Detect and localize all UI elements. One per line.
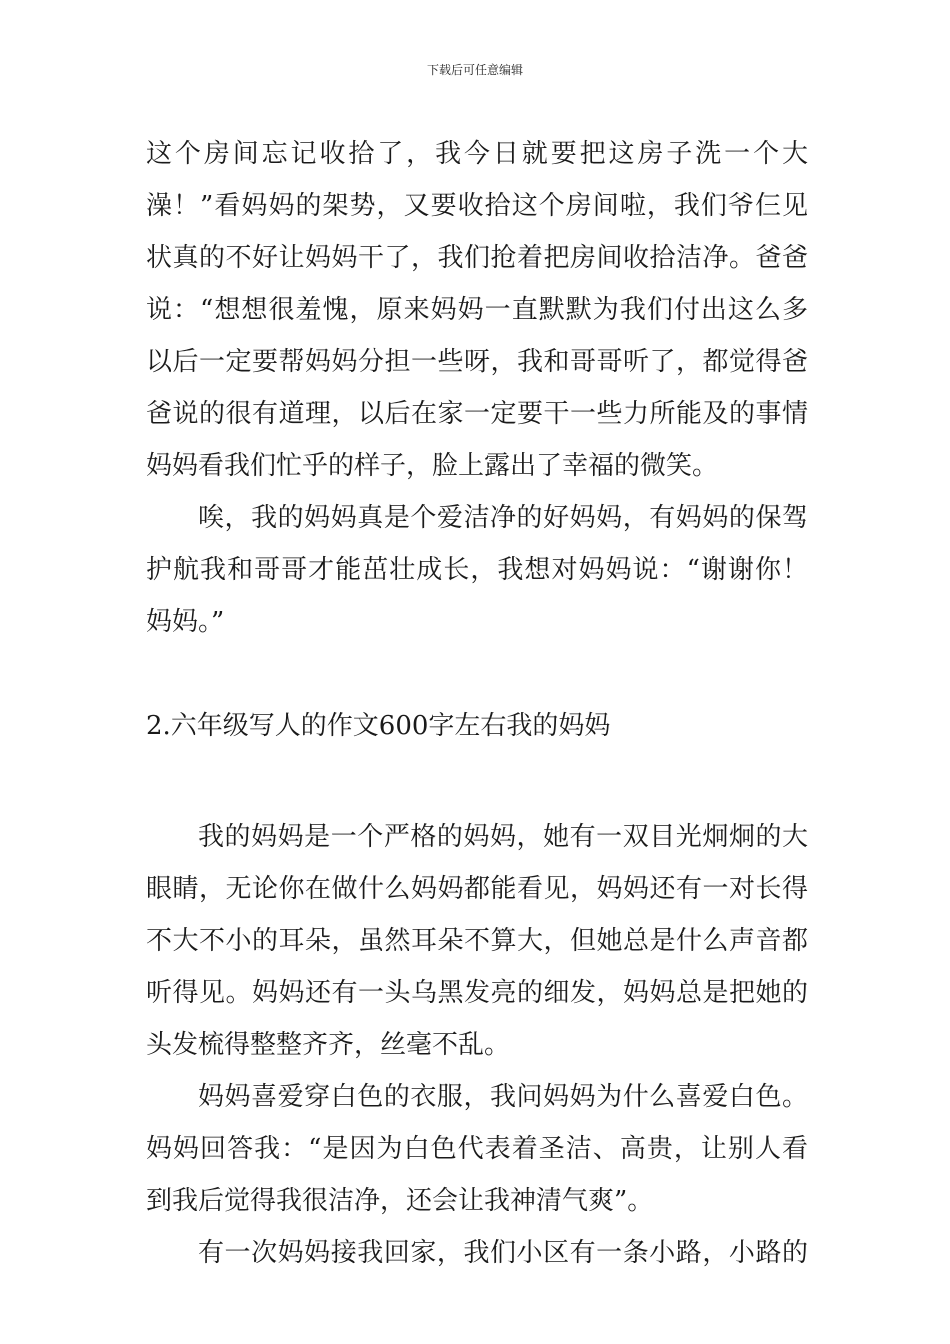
text-line: 听得见。妈妈还有一头乌黑发亮的细发，妈妈总是把她的: [146, 978, 808, 1008]
text-line: 到我后觉得我很洁净，还会让我神清气爽”。: [146, 1186, 654, 1216]
text-line: 这个房间忘记收拾了，我今日就要把这房子洗一个大: [146, 139, 808, 169]
text-line: 以后一定要帮妈妈分担一些呀，我和哥哥听了，都觉得爸: [146, 347, 808, 377]
paragraph-continued: [146, 128, 808, 492]
paragraph: [146, 1227, 808, 1279]
text-line: 说：“想想很羞愧，原来妈妈一直默默为我们付出这么多: [146, 295, 808, 325]
text-line: 有一次妈妈接我回家，我们小区有一条小路，小路的: [198, 1238, 808, 1268]
text-line: 妈妈。”: [146, 607, 225, 637]
section-heading: 2.六年级写人的作文600字左右我的妈妈: [146, 711, 611, 741]
text-line: 头发梳得整整齐齐，丝毫不乱。: [146, 1030, 511, 1060]
paragraph: [146, 492, 808, 648]
document-body: [146, 128, 808, 1279]
text-line: 状真的不好让妈妈干了，我们抢着把房间收拾洁净。爸爸: [146, 243, 808, 273]
page-header: 下载后可任意编辑: [426, 63, 523, 77]
text-line: 不大不小的耳朵，虽然耳朵不算大，但她总是什么声音都: [146, 926, 808, 956]
paragraph: [146, 811, 808, 1071]
spacer: [146, 648, 808, 700]
text-line: 唉，我的妈妈真是个爱洁净的好妈妈，有妈妈的保驾: [198, 503, 808, 533]
text-line: 妈妈回答我：“是因为白色代表着圣洁、高贵，让别人看: [146, 1134, 808, 1164]
text-line: 爸说的很有道理，以后在家一定要干一些力所能及的事情: [146, 399, 808, 429]
text-line: 眼睛，无论你在做什么妈妈都能看见，妈妈还有一对长得: [146, 874, 808, 904]
text-line: 妈妈喜爱穿白色的衣服，我问妈妈为什么喜爱白色。: [198, 1082, 808, 1112]
paragraph: [146, 1071, 808, 1227]
text-line: 我的妈妈是一个严格的妈妈，她有一双目光炯炯的大: [198, 822, 808, 852]
text-line: 护航我和哥哥才能茁壮成长，我想对妈妈说：“谢谢你！: [146, 555, 808, 585]
text-line: 妈妈看我们忙乎的样子，脸上露出了幸福的微笑。: [146, 451, 719, 481]
spacer: [146, 752, 808, 811]
text-line: 澡！”看妈妈的架势，又要收拾这个房间啦，我们爷仨见: [146, 191, 808, 221]
